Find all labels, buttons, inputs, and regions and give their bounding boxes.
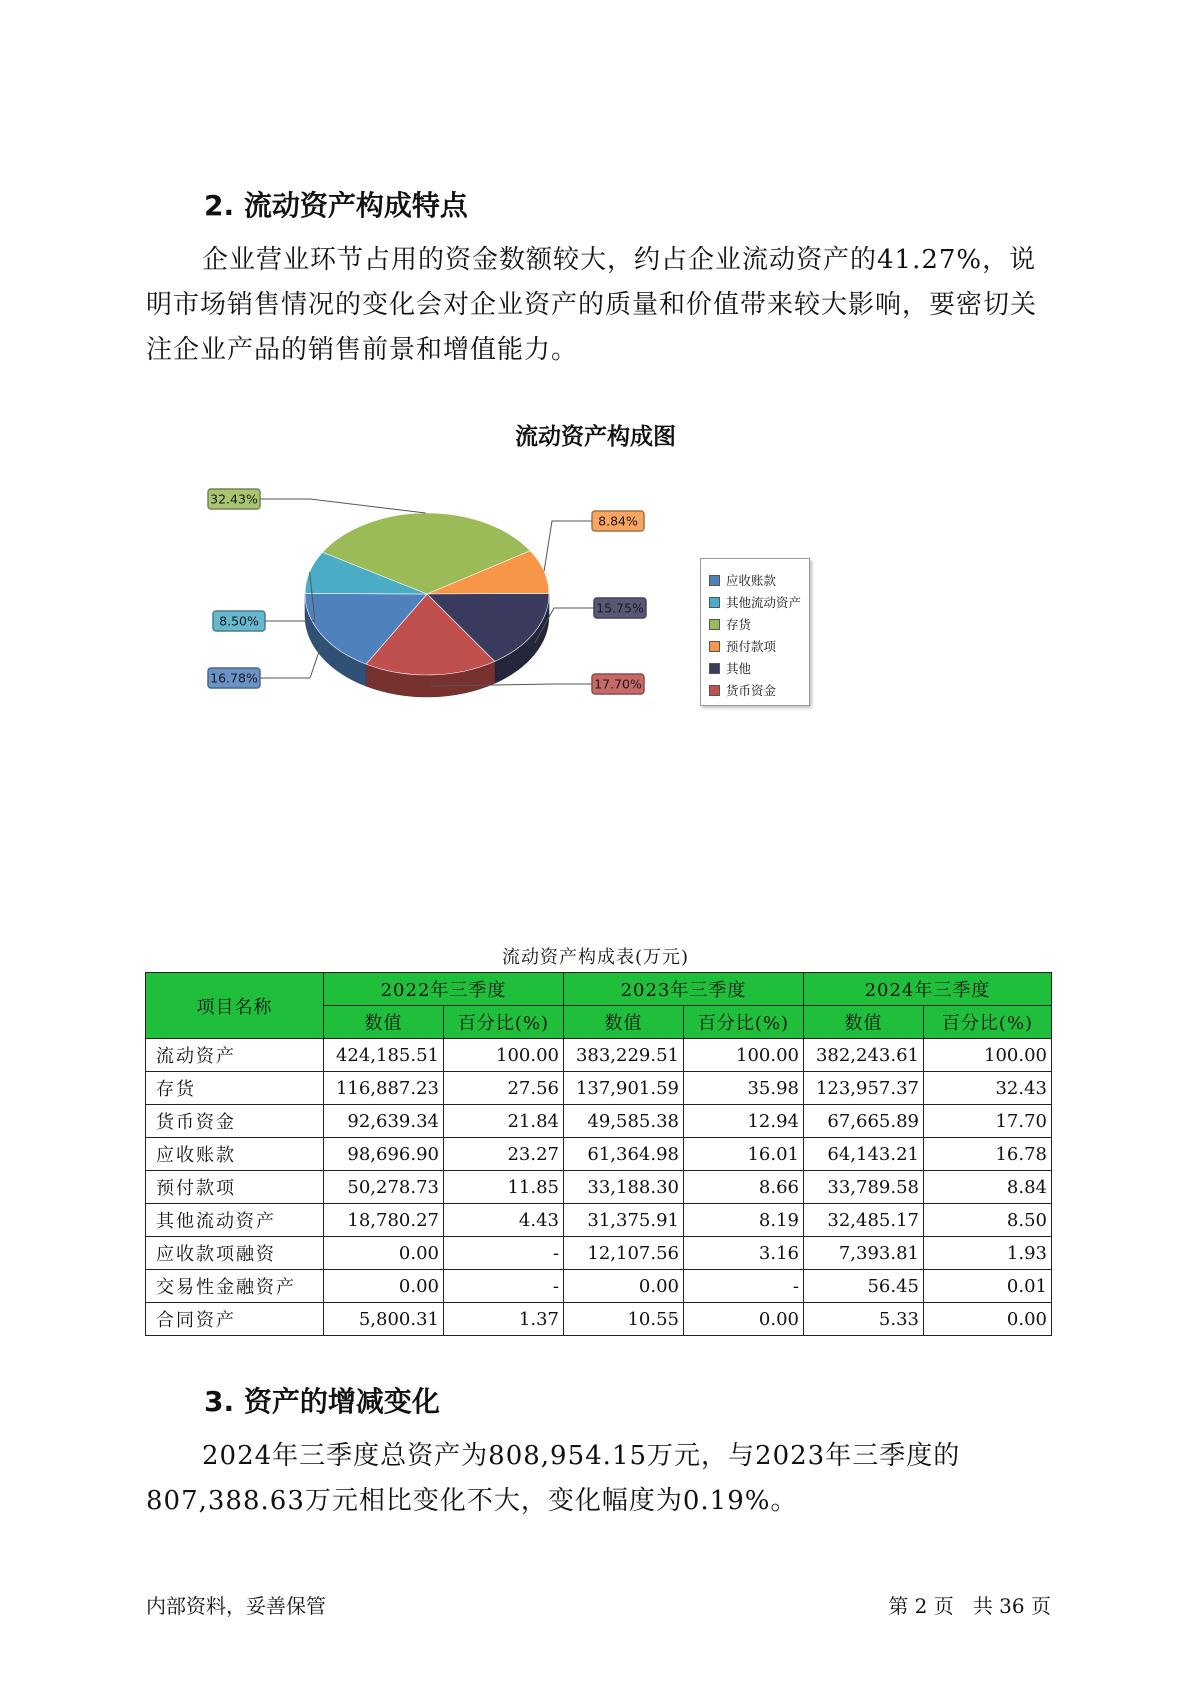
- value-cell: 61,364.98: [564, 1138, 684, 1171]
- pie-chart: [0, 0, 1191, 760]
- legend-swatch: [709, 619, 720, 630]
- section3-paragraph: 2024年三季度总资产为808,954.15万元，与2023年三季度的807,388.63万元相比变化不大，变化幅度为0.19%。: [146, 1441, 961, 1516]
- header-value: 数值: [564, 1006, 684, 1039]
- header-value: 数值: [324, 1006, 444, 1039]
- value-cell: 50,278.73: [324, 1171, 444, 1204]
- percent-cell: 8.50: [924, 1204, 1052, 1237]
- value-cell: 5.33: [804, 1303, 924, 1336]
- percent-cell: 21.84: [444, 1105, 564, 1138]
- row-label: 应收账款: [146, 1138, 324, 1171]
- percent-cell: 35.98: [684, 1072, 804, 1105]
- percent-cell: 12.94: [684, 1105, 804, 1138]
- legend-item: [701, 613, 809, 635]
- value-cell: 32,485.17: [804, 1204, 924, 1237]
- value-cell: 64,143.21: [804, 1138, 924, 1171]
- percent-cell: 0.01: [924, 1270, 1052, 1303]
- percent-cell: 16.78: [924, 1138, 1052, 1171]
- percent-cell: 0.00: [684, 1303, 804, 1336]
- value-cell: 12,107.56: [564, 1237, 684, 1270]
- percent-cell: 100.00: [444, 1039, 564, 1072]
- legend-swatch: [709, 575, 720, 586]
- table-row: [146, 1171, 1052, 1204]
- legend-swatch: [709, 663, 720, 674]
- legend-label: 其他流动资产: [726, 595, 802, 610]
- chart-title: 流动资产构成图: [515, 424, 676, 450]
- footer-page-number: 第 2 页 共 36 页: [888, 1594, 1051, 1618]
- percent-cell: 32.43: [924, 1072, 1052, 1105]
- legend-item: [701, 635, 809, 657]
- table-row: [146, 1039, 1052, 1072]
- legend-swatch: [709, 685, 720, 696]
- value-cell: 5,800.31: [324, 1303, 444, 1336]
- header-item-name: 项目名称: [146, 973, 324, 1039]
- value-cell: 33,789.58: [804, 1171, 924, 1204]
- section3-heading: 3. 资产的增减变化: [204, 1385, 440, 1418]
- percent-cell: 0.00: [924, 1303, 1052, 1336]
- current-assets-table: [145, 972, 1052, 1336]
- row-label: 合同资产: [146, 1303, 324, 1336]
- legend-item: [701, 591, 809, 613]
- value-cell: 31,375.91: [564, 1204, 684, 1237]
- percent-cell: 11.85: [444, 1171, 564, 1204]
- value-cell: 382,243.61: [804, 1039, 924, 1072]
- value-cell: 0.00: [324, 1237, 444, 1270]
- percent-cell: 1.37: [444, 1303, 564, 1336]
- table-row: [146, 1204, 1052, 1237]
- value-cell: 123,957.37: [804, 1072, 924, 1105]
- header-percent: 百分比(%): [924, 1006, 1052, 1039]
- footer-confidential-note: 内部资料，妥善保管: [146, 1594, 326, 1618]
- table-row: [146, 1072, 1052, 1105]
- percent-cell: 8.84: [924, 1171, 1052, 1204]
- header-period-2024: 2024年三季度: [804, 973, 1052, 1006]
- header-value: 数值: [804, 1006, 924, 1039]
- data-label: 32.43%: [210, 491, 258, 507]
- section2-paragraph: 企业营业环节占用的资金数额较大，约占企业流动资产的41.27%，说明市场销售情况的变化会对企业资产的质量和价值带来较大影响，要密切关注企业产品的销售前景和增值能力。: [146, 245, 1038, 365]
- table-row: [146, 1138, 1052, 1171]
- value-cell: 49,585.38: [564, 1105, 684, 1138]
- value-cell: 92,639.34: [324, 1105, 444, 1138]
- header-percent: 百分比(%): [684, 1006, 804, 1039]
- row-label: 存货: [146, 1072, 324, 1105]
- value-cell: 424,185.51: [324, 1039, 444, 1072]
- leader-line: [260, 499, 426, 513]
- legend-label: 其他: [726, 661, 752, 676]
- percent-cell: 16.01: [684, 1138, 804, 1171]
- value-cell: 10.55: [564, 1303, 684, 1336]
- percent-cell: -: [444, 1270, 564, 1303]
- legend-label: 货币资金: [726, 683, 777, 698]
- legend-item: [701, 657, 809, 679]
- row-label: 预付款项: [146, 1171, 324, 1204]
- value-cell: 7,393.81: [804, 1237, 924, 1270]
- row-label: 应收款项融资: [146, 1237, 324, 1270]
- row-label: 交易性金融资产: [146, 1270, 324, 1303]
- value-cell: 0.00: [564, 1270, 684, 1303]
- data-label: 17.70%: [594, 676, 642, 692]
- header-percent: 百分比(%): [444, 1006, 564, 1039]
- percent-cell: 4.43: [444, 1204, 564, 1237]
- percent-cell: 8.19: [684, 1204, 804, 1237]
- legend-label: 预付款项: [726, 639, 777, 654]
- leader-line: [260, 645, 321, 678]
- value-cell: 67,665.89: [804, 1105, 924, 1138]
- legend-swatch: [709, 597, 720, 608]
- percent-cell: 27.56: [444, 1072, 564, 1105]
- data-label: 15.75%: [596, 600, 644, 616]
- value-cell: 0.00: [324, 1270, 444, 1303]
- table-row: [146, 1237, 1052, 1270]
- percent-cell: 100.00: [684, 1039, 804, 1072]
- data-label: 16.78%: [210, 670, 258, 686]
- leader-line: [544, 521, 592, 571]
- percent-cell: -: [684, 1270, 804, 1303]
- percent-cell: 3.16: [684, 1237, 804, 1270]
- value-cell: 56.45: [804, 1270, 924, 1303]
- table-row: [146, 1303, 1052, 1336]
- row-label: 流动资产: [146, 1039, 324, 1072]
- percent-cell: 1.93: [924, 1237, 1052, 1270]
- table-row: [146, 1105, 1052, 1138]
- value-cell: 383,229.51: [564, 1039, 684, 1072]
- data-label: 8.84%: [598, 513, 638, 529]
- section2-heading: 2. 流动资产构成特点: [204, 189, 468, 222]
- legend-swatch: [709, 641, 720, 652]
- table-row: [146, 1270, 1052, 1303]
- legend-item: [701, 679, 809, 701]
- header-period-2023: 2023年三季度: [564, 973, 804, 1006]
- header-period-2022: 2022年三季度: [324, 973, 564, 1006]
- row-label: 货币资金: [146, 1105, 324, 1138]
- value-cell: 116,887.23: [324, 1072, 444, 1105]
- data-label: 8.50%: [219, 613, 259, 629]
- value-cell: 18,780.27: [324, 1204, 444, 1237]
- table-caption: 流动资产构成表(万元): [501, 947, 690, 968]
- percent-cell: 23.27: [444, 1138, 564, 1171]
- legend-label: 存货: [726, 617, 752, 632]
- chart-legend: [700, 558, 810, 706]
- value-cell: 33,188.30: [564, 1171, 684, 1204]
- percent-cell: -: [444, 1237, 564, 1270]
- value-cell: 98,696.90: [324, 1138, 444, 1171]
- legend-label: 应收账款: [726, 573, 777, 588]
- legend-item: [701, 569, 809, 591]
- percent-cell: 100.00: [924, 1039, 1052, 1072]
- percent-cell: 17.70: [924, 1105, 1052, 1138]
- percent-cell: 8.66: [684, 1171, 804, 1204]
- value-cell: 137,901.59: [564, 1072, 684, 1105]
- row-label: 其他流动资产: [146, 1204, 324, 1237]
